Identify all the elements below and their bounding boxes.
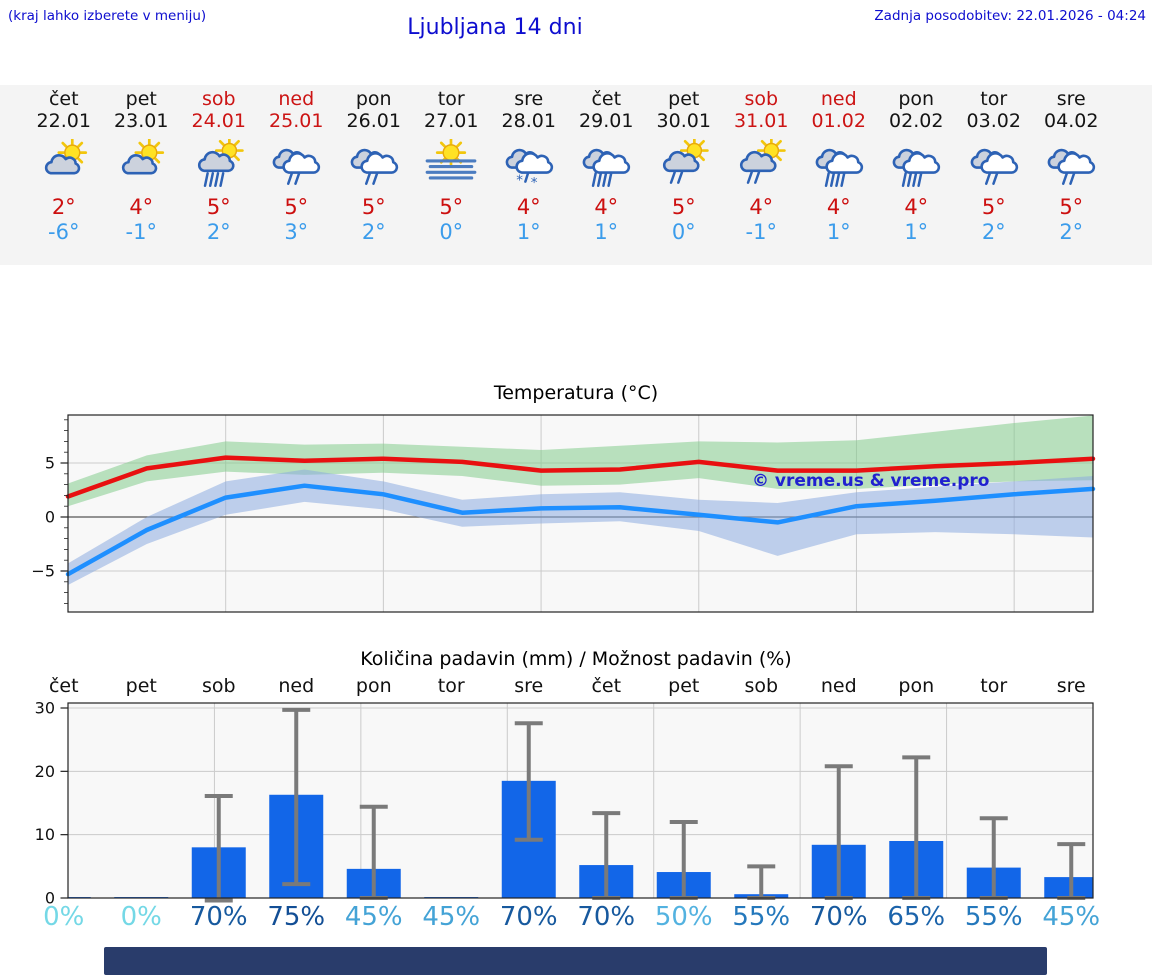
day-name: čet [48, 88, 79, 110]
precip-day-label: ned [820, 675, 857, 697]
day-name: sre [1056, 88, 1086, 110]
precip-probability: 50% [654, 902, 713, 932]
last-update: Zadnja posodobitev: 22.01.2026 - 04:24 [874, 8, 1146, 24]
page-title: Ljubljana 14 dni [407, 15, 583, 40]
low-temp: 1° [826, 220, 851, 244]
y-tick-label: 0 [44, 888, 55, 908]
weather-icon-box [486, 137, 572, 191]
y-tick-label: 0 [44, 507, 55, 527]
precip-probability: 70% [499, 902, 558, 932]
day-date: 25.01 [269, 110, 324, 132]
low-temp: 2° [981, 220, 1006, 244]
day-name: tor [437, 88, 465, 110]
day-name: sob [744, 88, 779, 110]
forecast-day-column [486, 88, 572, 245]
precip-probability: 70% [577, 902, 636, 932]
precip-day-label: sob [201, 675, 236, 697]
low-temp: -1° [125, 220, 157, 244]
y-tick-label: 30 [34, 698, 55, 718]
weather-icon-box [331, 137, 417, 191]
precip-probability: 70% [189, 902, 248, 932]
day-date: 22.01 [36, 110, 91, 132]
y-tick-label: 10 [34, 825, 55, 845]
forecast-day-column [176, 88, 262, 245]
low-temp: 3° [284, 220, 309, 244]
forecast-day-column [21, 88, 107, 245]
weather-icon-box [641, 137, 727, 191]
precip-day-label: sre [514, 675, 544, 697]
forecast-day-column [253, 88, 339, 245]
day-date: 30.01 [656, 110, 711, 132]
low-temp: -1° [745, 220, 777, 244]
high-temp: 4° [594, 195, 619, 219]
forecast-day-column [98, 88, 184, 245]
precipitation-chart [0, 698, 1152, 910]
forecast-day-column [796, 88, 882, 245]
precip-day-label: sob [744, 675, 779, 697]
partly-cloudy-icon [112, 139, 170, 189]
fog-sun-icon [422, 139, 480, 189]
precip-day-label: čet [591, 675, 622, 697]
day-date: 29.01 [579, 110, 634, 132]
cloudy-rain-icon [810, 139, 868, 189]
precip-day-label: pet [668, 675, 700, 697]
temperature-chart [0, 408, 1152, 620]
precip-day-label: tor [437, 675, 465, 697]
day-name: tor [980, 88, 1008, 110]
day-name: sob [201, 88, 236, 110]
forecast-day-column [331, 88, 417, 245]
precip-probability: 45% [422, 902, 481, 932]
precip-day-label: sre [1056, 675, 1086, 697]
footer-bar [104, 947, 1047, 975]
precip-probability: 45% [344, 902, 403, 932]
high-temp: 5° [981, 195, 1006, 219]
forecast-day-column [563, 88, 649, 245]
precip-day-label: pet [125, 675, 157, 697]
weather-icon-box [951, 137, 1037, 191]
y-tick-label: 5 [44, 453, 55, 473]
day-name: sre [514, 88, 544, 110]
cloudy-rain-icon [577, 139, 635, 189]
weather-icon-box [21, 137, 107, 191]
day-name: pet [125, 88, 157, 110]
precip-day-label: pon [355, 675, 392, 697]
day-name: čet [591, 88, 622, 110]
cloudy-sleet-icon [500, 139, 558, 189]
menu-hint: (kraj lahko izberete v meniju) [8, 8, 207, 24]
precip-probability: 55% [732, 902, 791, 932]
cloudy-light-rain-icon [1042, 139, 1100, 189]
day-date: 27.01 [424, 110, 479, 132]
precip-day-label: tor [980, 675, 1008, 697]
high-temp: 4° [129, 195, 154, 219]
day-date: 26.01 [346, 110, 401, 132]
day-name: pon [355, 88, 392, 110]
forecast-strip [0, 85, 1152, 265]
day-name: pon [898, 88, 935, 110]
precip-probability: 65% [887, 902, 946, 932]
partly-cloudy-light-rain-icon [655, 139, 713, 189]
y-tick-label: −5 [31, 561, 55, 581]
high-temp: 5° [361, 195, 386, 219]
cloudy-rain-icon [887, 139, 945, 189]
low-temp: 2° [1059, 220, 1084, 244]
precip-probability: 0% [43, 902, 85, 932]
day-date: 28.01 [501, 110, 556, 132]
low-temp: 1° [594, 220, 619, 244]
high-temp: 2° [51, 195, 76, 219]
day-date: 31.01 [734, 110, 789, 132]
forecast-day-column [641, 88, 727, 245]
day-date: 01.02 [811, 110, 866, 132]
precip-day-label: čet [48, 675, 79, 697]
high-temp: 4° [904, 195, 929, 219]
low-temp: 1° [516, 220, 541, 244]
weather-icon-box [253, 137, 339, 191]
watermark: © vreme.us & vreme.pro [752, 471, 990, 491]
high-temp: 4° [516, 195, 541, 219]
precip-probability: 55% [964, 902, 1023, 932]
cloudy-light-rain-icon [965, 139, 1023, 189]
forecast-day-column [951, 88, 1037, 245]
forecast-day-column [408, 88, 494, 245]
partly-cloudy-showers-icon [190, 139, 248, 189]
weather-icon-box [796, 137, 882, 191]
low-temp: 0° [671, 220, 696, 244]
weather-icon-box [873, 137, 959, 191]
precip-probability: 45% [1042, 902, 1101, 932]
precipitation-chart-title: Količina padavin (mm) / Možnost padavin (%) [360, 648, 792, 670]
high-temp: 5° [671, 195, 696, 219]
precip-probability: 0% [120, 902, 162, 932]
weather-icon-box [1028, 137, 1114, 191]
precip-day-label: pon [898, 675, 935, 697]
high-temp: 5° [439, 195, 464, 219]
day-name: ned [820, 88, 857, 110]
temperature-chart-title: Temperatura (°C) [493, 382, 659, 404]
precip-probability: 70% [809, 902, 868, 932]
precip-day-label: ned [278, 675, 315, 697]
low-temp: 2° [206, 220, 231, 244]
svg-text:*: * [516, 173, 523, 189]
day-date: 03.02 [966, 110, 1021, 132]
forecast-day-column [718, 88, 804, 245]
high-temp: 5° [1059, 195, 1084, 219]
cloudy-light-rain-icon [267, 139, 325, 189]
svg-text:*: * [530, 175, 538, 189]
day-name: pet [668, 88, 700, 110]
cloudy-light-rain-icon [345, 139, 403, 189]
day-date: 04.02 [1044, 110, 1099, 132]
precip-probability: 75% [267, 902, 326, 932]
day-name: ned [278, 88, 315, 110]
day-date: 23.01 [114, 110, 169, 132]
partly-cloudy-light-rain-icon [732, 139, 790, 189]
high-temp: 5° [206, 195, 231, 219]
low-temp: -6° [48, 220, 80, 244]
low-temp: 2° [361, 220, 386, 244]
day-date: 02.02 [889, 110, 944, 132]
low-temp: 0° [439, 220, 464, 244]
forecast-day-column [1028, 88, 1114, 245]
low-temp: 1° [904, 220, 929, 244]
weather-icon-box [718, 137, 804, 191]
high-temp: 4° [749, 195, 774, 219]
weather-icon-box [176, 137, 262, 191]
forecast-day-column [873, 88, 959, 245]
weather-icon-box [98, 137, 184, 191]
high-temp: 4° [826, 195, 851, 219]
high-temp: 5° [284, 195, 309, 219]
weather-icon-box [563, 137, 649, 191]
weather-icon-box [408, 137, 494, 191]
day-date: 24.01 [191, 110, 246, 132]
y-tick-label: 20 [34, 761, 55, 781]
partly-cloudy-icon [35, 139, 93, 189]
